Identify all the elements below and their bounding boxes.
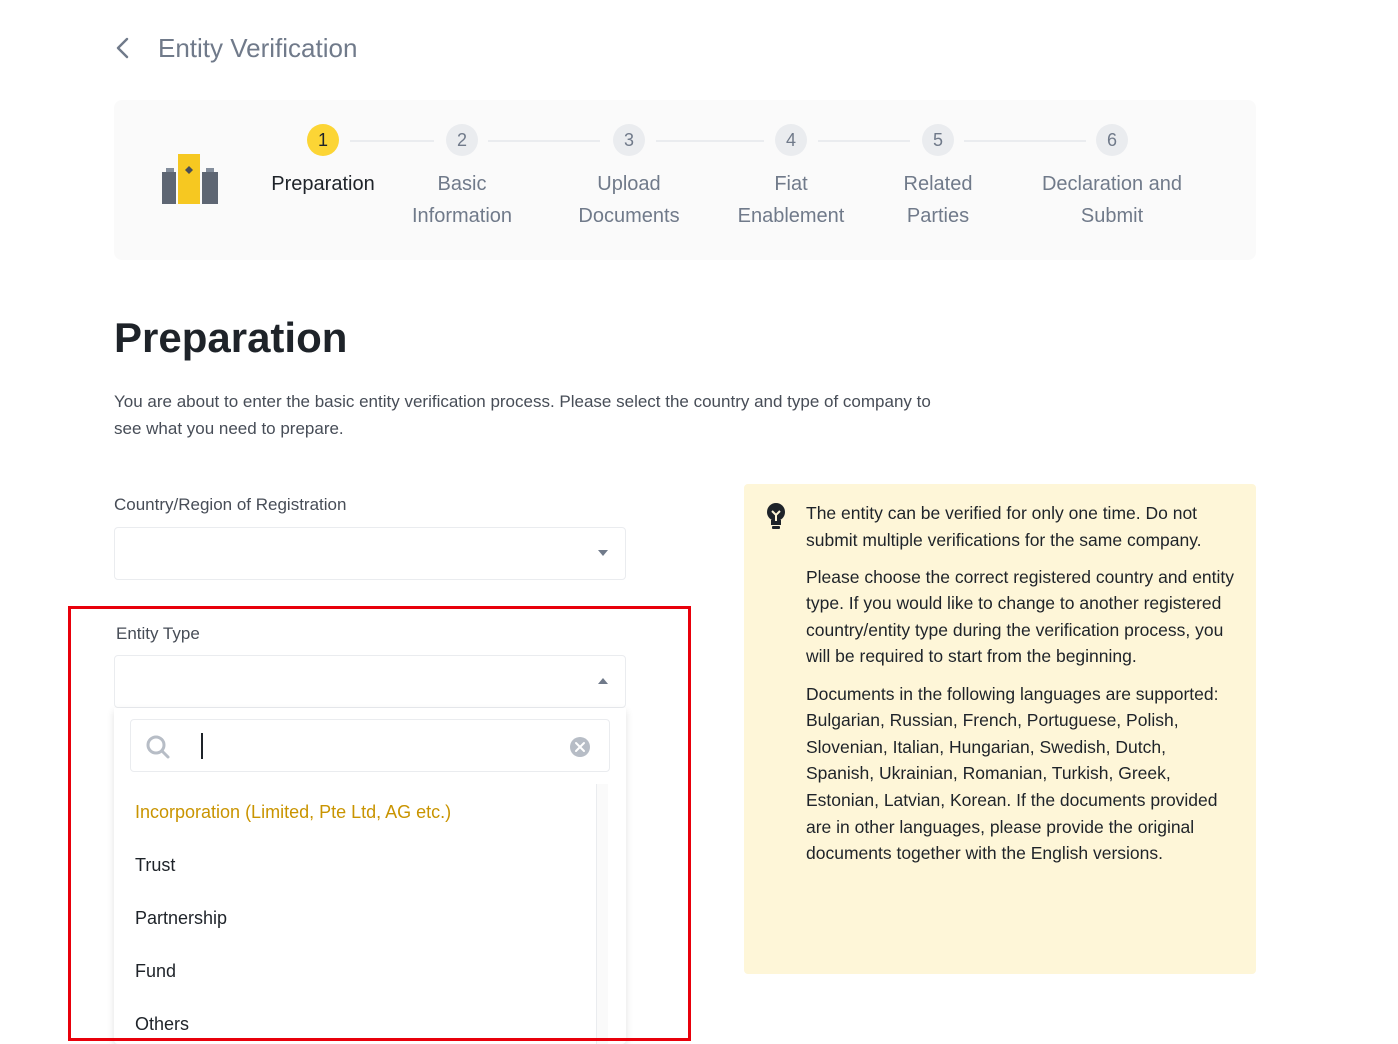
text-cursor (201, 733, 203, 759)
step-label: Declaration and Submit (1041, 173, 1183, 227)
step-number: 4 (775, 124, 807, 156)
search-icon (145, 734, 171, 760)
step-label: Basic Information (411, 173, 513, 227)
option-list (114, 786, 596, 1044)
step-basic-information (392, 124, 532, 232)
lightbulb-icon (764, 502, 788, 530)
option-partnership[interactable]: Partnership (135, 908, 228, 928)
step-label: Upload Documents (578, 173, 680, 227)
country-label: Country/Region of Registration (114, 495, 347, 514)
notice-paragraph: Documents in the following languages are supported: Bulgarian, Russian, French, Portuguese, Polish, Slovenian, Italian, Hungarian, Swedish, Dutch, Spanish, Ukrainian, Romanian, Turkish, Greek, Estonian, Latvian, Korean. If the documents provided are in other languages, please provide the original documents together with the English versions. (806, 683, 1219, 864)
step-upload-documents (554, 124, 704, 232)
step-preparation (263, 124, 383, 200)
clear-icon[interactable] (569, 736, 591, 758)
step-number: 6 (1096, 124, 1128, 156)
entity-type-dropdown (114, 708, 626, 1044)
step-label: Related Parties (903, 173, 973, 227)
search-input[interactable] (185, 728, 555, 764)
scrollbar[interactable] (596, 784, 608, 1044)
option-others[interactable]: Others (135, 1014, 190, 1034)
step-number: 5 (922, 124, 954, 156)
notice-box (744, 484, 1256, 974)
option-trust[interactable]: Trust (135, 855, 176, 875)
entity-building-icon (162, 154, 220, 204)
back-arrow-icon[interactable] (114, 30, 144, 66)
step-fiat-enablement (716, 124, 866, 232)
page-title: Entity Verification (158, 32, 358, 63)
step-number: 2 (446, 124, 478, 156)
step-label: Fiat Enablement (737, 173, 845, 227)
page-header (114, 28, 357, 68)
step-label: Preparation (271, 173, 375, 195)
chevron-down-icon (598, 550, 608, 556)
description-text: You are about to enter the basic entity verification process. Please select the country and type of company to see what you need to prepare. (114, 392, 931, 438)
chevron-up-icon (598, 678, 608, 684)
country-select[interactable] (114, 527, 626, 580)
notice-paragraph: Please choose the correct registered country and entity type. If you would like to change to another registered country/entity type during the verification process, you will be required to start from the beginning. (806, 566, 1235, 667)
step-declaration-submit (1022, 124, 1202, 232)
step-number: 1 (307, 124, 339, 156)
step-related-parties (878, 124, 998, 232)
notice-text (806, 500, 1236, 877)
notice-paragraph: The entity can be verified for only one time. Do not submit multiple verifications for the same company. (806, 503, 1202, 550)
option-fund[interactable]: Fund (135, 961, 177, 981)
entity-type-label: Entity Type (116, 624, 200, 643)
progress-stepper (114, 100, 1256, 260)
section-title: Preparation (114, 314, 348, 361)
step-number: 3 (613, 124, 645, 156)
search-box[interactable] (130, 719, 610, 772)
option-incorporation[interactable]: Incorporation (Limited, Pte Ltd, AG etc.) (135, 802, 452, 822)
entity-type-select[interactable] (114, 655, 626, 708)
